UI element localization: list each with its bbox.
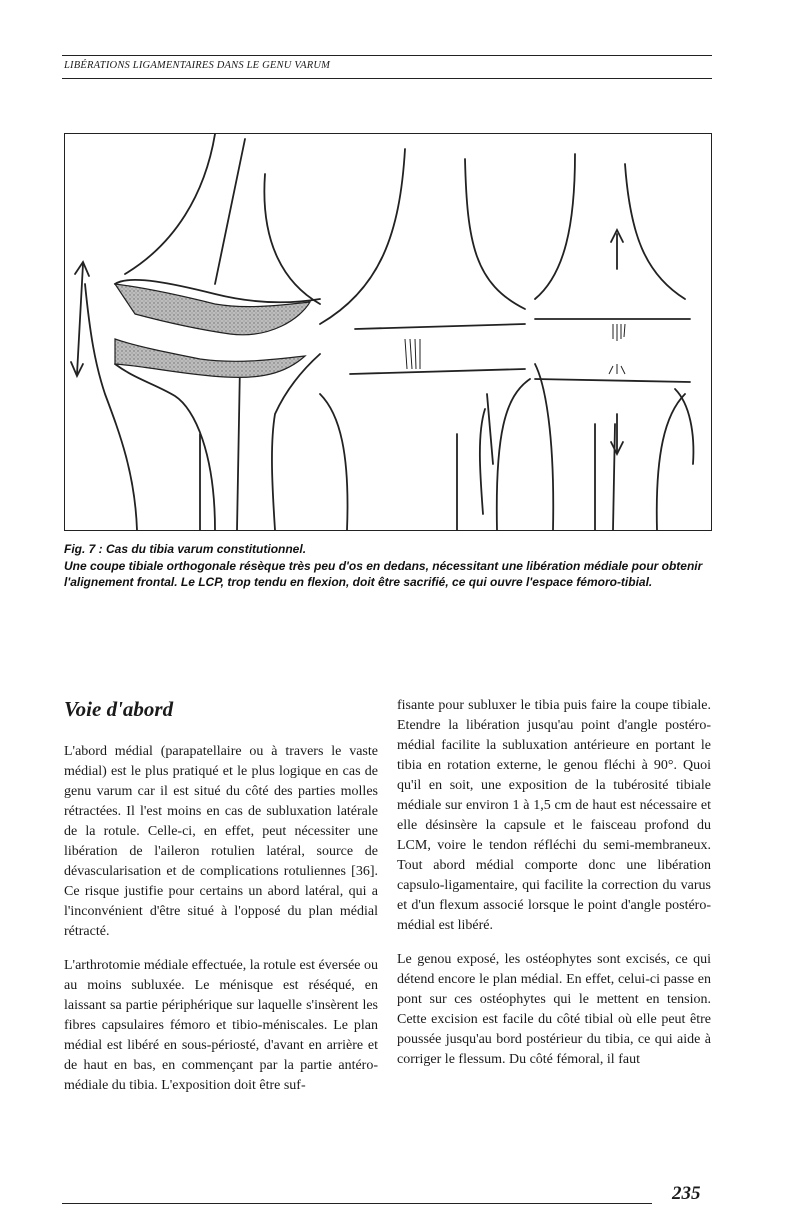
right-paragraph-1: fisante pour subluxer le tibia puis faire la coupe tibiale. Etendre la libération jusqu'au point d'angle postéro-médial facilite la subluxation antérieure en portant le tibia en rotation externe, le genou fléchi à 90°. Quoi qu'il en soit, une exposition de la tubérosité tibiale médiale sur environ 1 à 1,5 cm de haut est nécessaire et elle désinsère la capsule et le faisceau profond du LCM, voire le tendon réfléchi du semi-membraneux. Tout abord médial comporte donc une libération capsulo-ligamentaire, qui facilite la correction du varus et d'un flexum associé lorsque le point d'angle postéro-médial est libéré. bbox=[397, 698, 711, 933]
figure-caption bbox=[64, 541, 714, 591]
right-paragraph-2: Le genou exposé, les ostéophytes sont excisés, ce qui détend encore le plan médial. En effet, celui-ci passe en pont sur ces ostéophytes qui le mettent en tension. Cette excision est facile du côté tibial où elle peut être poussée jusqu'au bord postérieur du tibia, ce qui aide à corriger le flessum. Du côté fémoral, il faut bbox=[397, 952, 711, 1067]
knee-3-drawing bbox=[535, 154, 693, 530]
footer-rule bbox=[62, 1203, 652, 1204]
right-column bbox=[397, 696, 711, 1084]
knee-1-drawing bbox=[71, 134, 320, 530]
section-title: Voie d'abord bbox=[64, 697, 174, 721]
left-column bbox=[64, 696, 378, 1110]
figure-knee-diagram bbox=[64, 133, 712, 531]
caption-title: Fig. 7 : Cas du tibia varum constitutionnel. bbox=[64, 542, 307, 556]
top-rule bbox=[62, 55, 712, 56]
header-rule bbox=[62, 78, 712, 79]
tibial-resection-shading bbox=[115, 339, 305, 377]
femoral-resection-shading bbox=[115, 284, 310, 335]
knee-illustration bbox=[65, 134, 711, 530]
left-paragraph-2: L'arthrotomie médiale effectuée, la rotule est éversée ou au moins subluxée. Le ménisque est réséqué, en laissant sa partie périphérique sur laquelle s'insèrent les fibres capsulaires fémoro et tibio-méniscales. Le plan médial est libéré en sous-périosté, d'avant en arrière et de haut en bas, en commençant par la partie antéro-médiale du tibia. L'exposition doit être suf- bbox=[64, 958, 379, 1093]
ligament-fibers bbox=[405, 324, 625, 374]
running-head: LIBÉRATIONS LIGAMENTAIRES DANS LE GENU VARUM bbox=[64, 60, 331, 71]
caption-text: Une coupe tibiale orthogonale résèque très peu d'os en dedans, nécessitant une libération médiale pour obtenir l'alignement frontal. Le LCP, trop tendu en flexion, doit être sacrifié, ce qui ouvre l'espace fémoro-tibial. bbox=[64, 558, 703, 589]
page-number: 235 bbox=[672, 1183, 701, 1204]
knee-2-drawing bbox=[320, 149, 530, 530]
left-paragraph-1: L'abord médial (parapatellaire ou à travers le vaste médial) est le plus pratiqué et le plus logique en cas de genu varum car il est situé du côté des parties molles rétractées. Il l'est moins en cas de subluxation latérale de la rotule. Celle-ci, en effet, peut nécessiter une libération de l'aileron rotulien latéral, source de dévascularisation et de complications rotuliennes [36]. Ce risque justifie pour certains un abord latéral, qui a l'inconvénient d'être situé à l'opposé du plan médial rétracté. bbox=[64, 744, 378, 939]
